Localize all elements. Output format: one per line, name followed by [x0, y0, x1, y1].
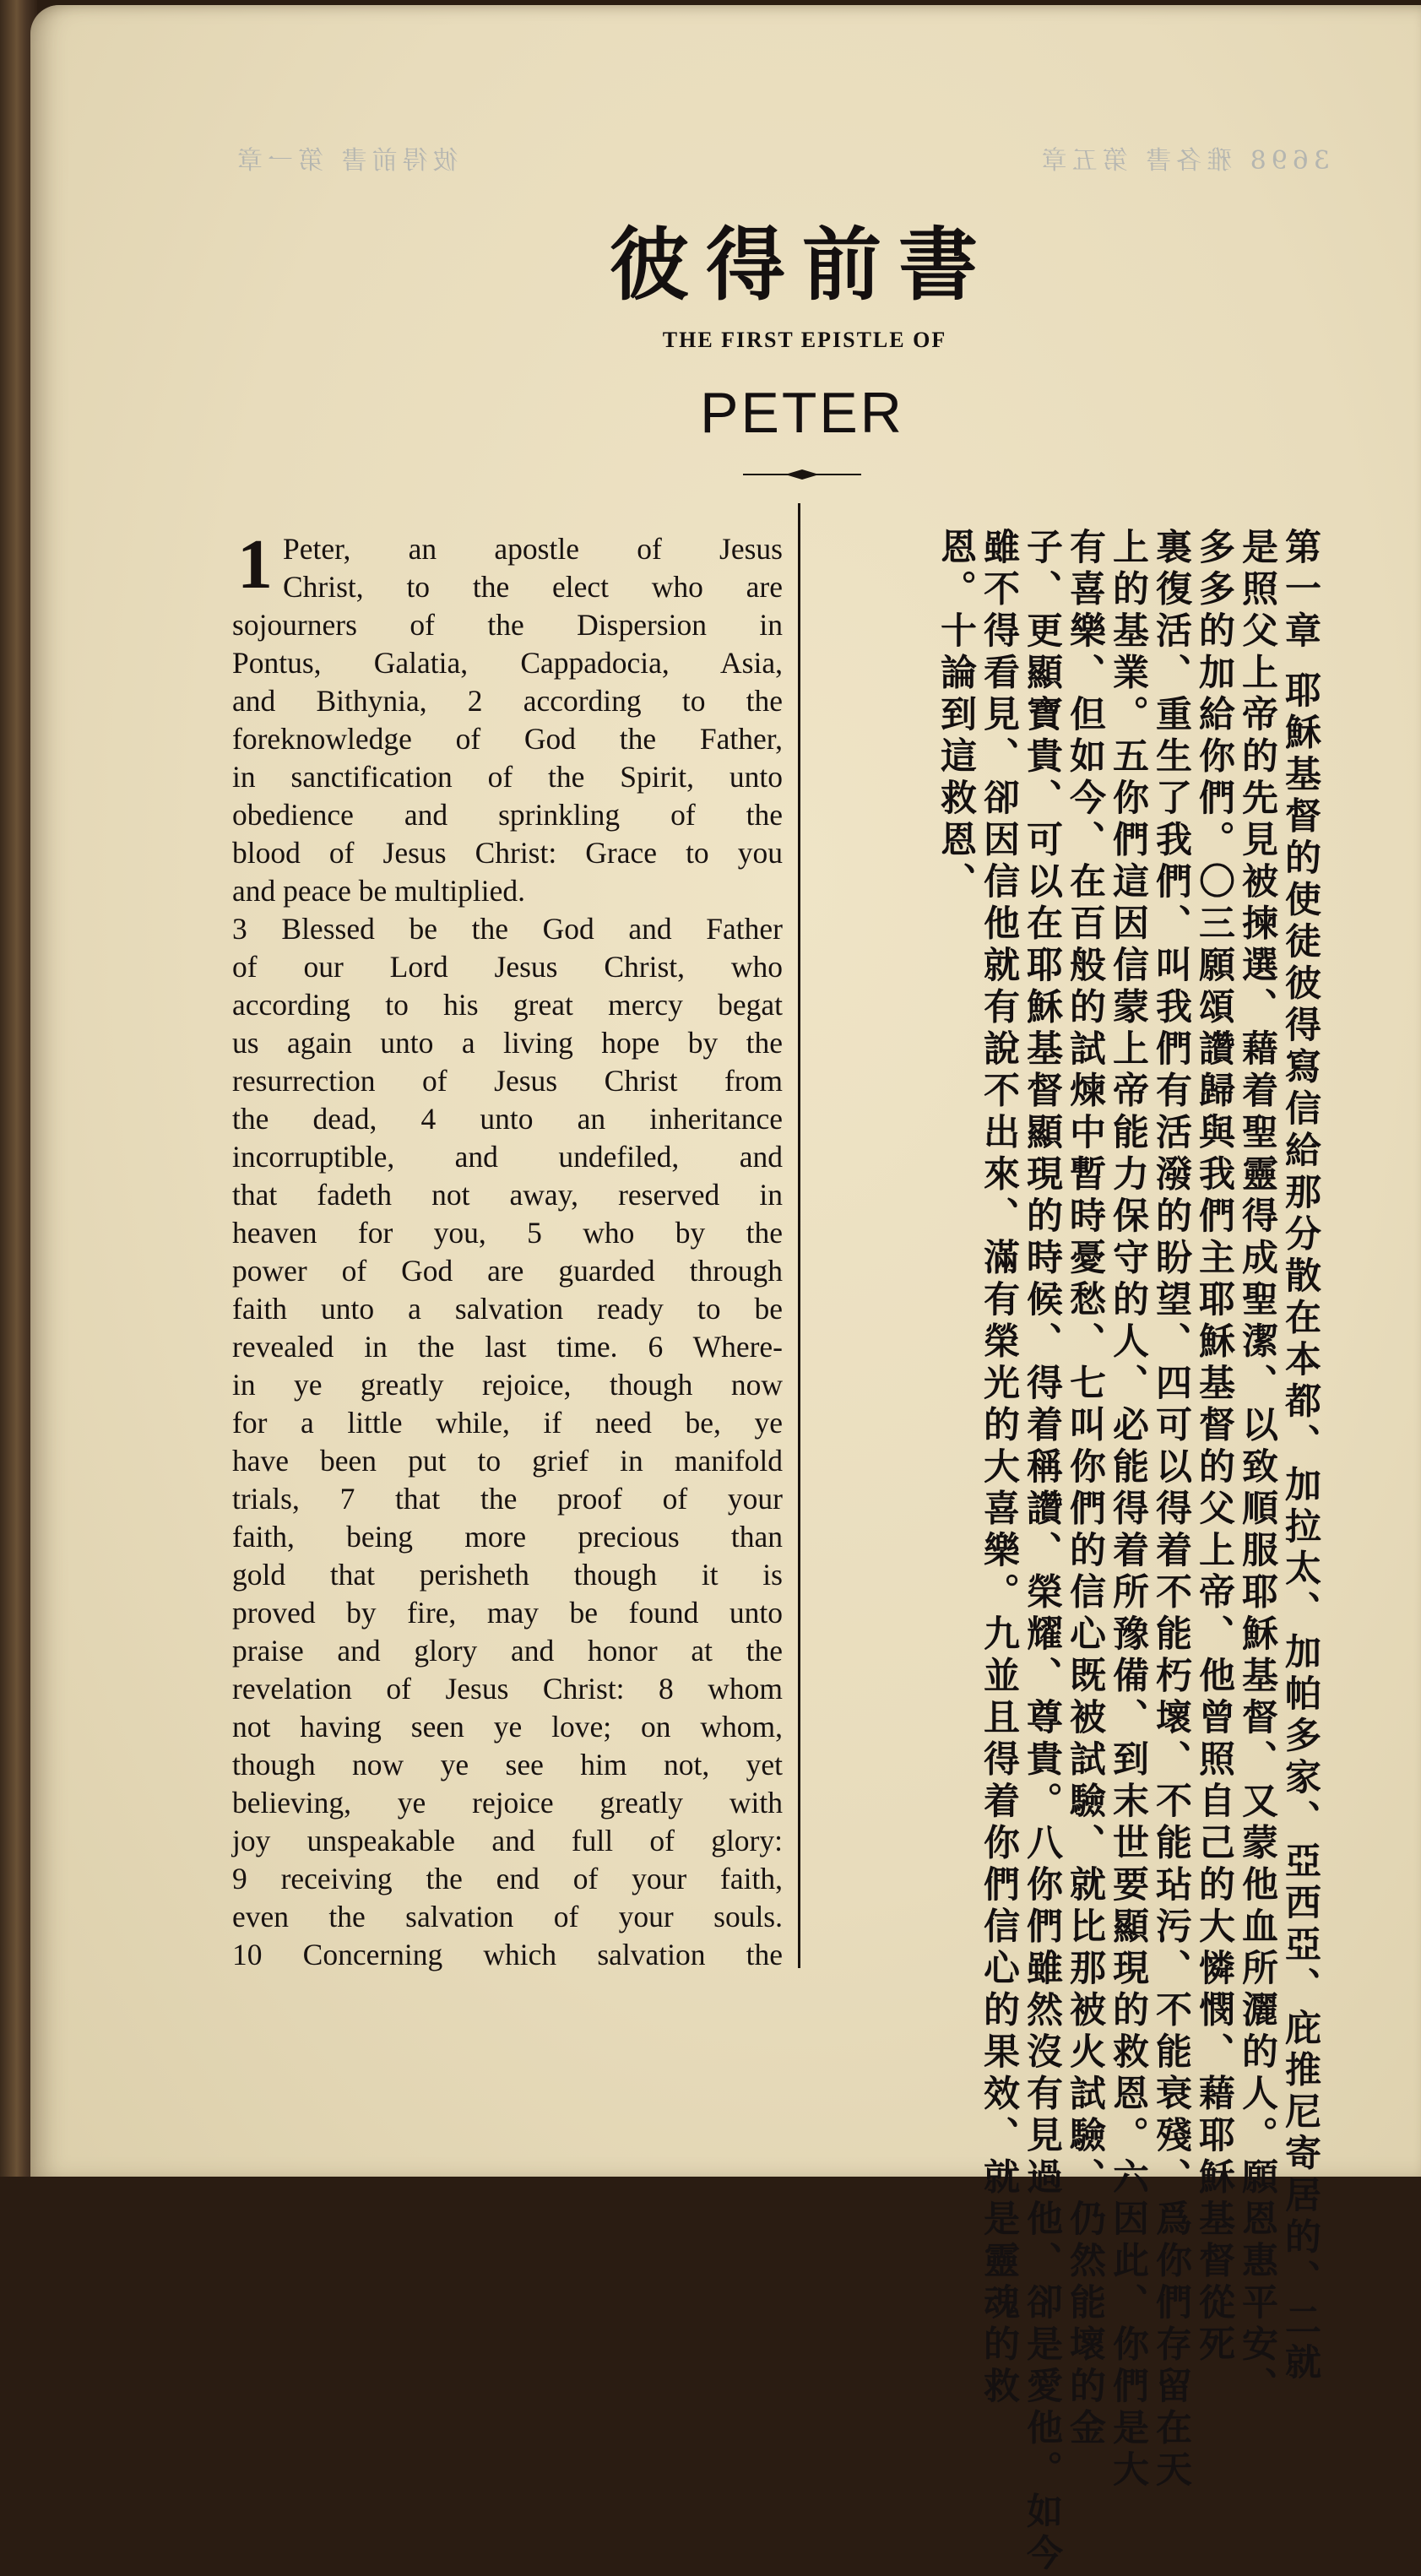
chinese-column: 雖不得看見、卻因信他就有說不出來、滿有榮光的大喜樂。九並且得着你們信心的果效、就是靈魂的救 — [978, 528, 1020, 2409]
english-line: that fadeth not away, reserved in — [232, 1178, 783, 1212]
english-line: revelation of Jesus Christ: 8 whom — [232, 1672, 783, 1706]
column-divider — [798, 503, 800, 1968]
english-line: in sanctification of the Spirit, unto — [232, 760, 783, 794]
english-line: Christ, to the elect who are — [283, 570, 783, 604]
english-line: in ye greatly rejoice, though now — [232, 1368, 783, 1402]
english-line: and peace be multiplied. — [232, 874, 525, 908]
chinese-column: 是照父上帝的先見被揀選、藉着聖靈得成聖潔、以致順服耶穌基督、又蒙他血所灑的人。願恩惠平安、 — [1236, 528, 1278, 2409]
english-line: faith unto a salvation ready to be — [232, 1292, 783, 1326]
english-line: for a little while, if need be, ye — [232, 1406, 783, 1440]
english-line: gold that perisheth though it is — [232, 1558, 783, 1592]
english-line: incorruptible, and undefiled, and — [232, 1140, 783, 1174]
english-line: joy unspeakable and full of glory: — [232, 1824, 783, 1857]
english-line: though now ye see him not, yet — [232, 1748, 783, 1782]
english-line: the dead, 4 unto an inheritance — [232, 1102, 783, 1136]
english-line: Peter, an apostle of Jesus — [283, 532, 783, 566]
english-line: power of God are guarded through — [232, 1254, 783, 1288]
running-head-showthrough — [232, 139, 1330, 176]
chinese-column: 恩。十論到這救恩、 — [935, 528, 977, 904]
english-line: praise and glory and honor at the — [232, 1634, 783, 1668]
english-line: even the salvation of your souls. — [232, 1900, 783, 1933]
chinese-column: 上的基業。五你們這因信蒙上帝能力保守的人、必能得着所豫備、到末世要顯現的救恩。六因此、你們是大 — [1107, 528, 1149, 2492]
english-line: 9 receiving the end of your faith, — [232, 1862, 783, 1895]
book-title: PETER — [700, 381, 904, 445]
english-line: sojourners of the Dispersion in — [232, 608, 783, 642]
english-line: trials, 7 that the proof of your — [232, 1482, 783, 1516]
english-line: Pontus, Galatia, Cappadocia, Asia, — [232, 646, 783, 680]
english-line: 10 Concerning which salvation the — [232, 1938, 783, 1971]
english-lines — [232, 525, 783, 1974]
english-line: revealed in the last time. 6 Where- — [232, 1330, 783, 1364]
running-head-left: 3698 雅各書 第五章 — [1036, 146, 1330, 176]
chinese-title: 彼得前書 — [609, 220, 995, 312]
english-line: foreknowledge of God the Father, — [232, 722, 783, 756]
english-line: believing, ye rejoice greatly with — [232, 1786, 783, 1819]
chapter-number: 1 — [237, 525, 273, 604]
chinese-lines — [934, 528, 1321, 2576]
english-line: have been put to grief in manifold — [232, 1444, 783, 1478]
english-line: us again unto a living hope by the — [232, 1026, 783, 1060]
running-head-right: 彼得前書 第一章 — [232, 146, 458, 176]
english-line: and Bithynia, 2 according to the — [232, 684, 783, 718]
english-line: obedience and sprinkling of the — [232, 798, 783, 832]
chinese-column: 有喜樂、但如今、在百般的試煉中暫時憂愁、七叫你們的信心既被試驗、就比那被火試驗、仍然能壞的金 — [1064, 528, 1106, 2450]
english-text-column — [232, 525, 783, 1974]
chinese-text-column — [811, 528, 1321, 2576]
title-ornament — [743, 469, 861, 480]
chinese-column: 子、更顯寶貴、可以在耶穌基督顯現的時候、得着稱讚、榮耀、尊貴。八你們雖然沒有見過他、卻是愛他。如今 — [1021, 528, 1063, 2576]
english-line: proved by fire, may be found unto — [232, 1596, 783, 1630]
english-line: resurrection of Jesus Christ from — [232, 1064, 783, 1098]
epistle-subtitle: THE FIRST EPISTLE OF — [662, 328, 947, 352]
english-line: of our Lord Jesus Christ, who — [232, 950, 783, 984]
chinese-column: 第一章 耶穌基督的使徒彼得寫信給那分散在本都、加拉太、加帕多家、亞西亞、庇推尼寄居的、二就 — [1279, 528, 1321, 2385]
english-line: faith, being more precious than — [232, 1520, 783, 1554]
english-line: not having seen ye love; on whom, — [232, 1710, 783, 1744]
chinese-column: 裏復活、重生了我們、叫我們有活潑的盼望、四可以得着不能朽壞、不能玷污、不能衰殘、爲你們存留在天 — [1150, 528, 1192, 2492]
english-line: blood of Jesus Christ: Grace to you — [232, 836, 783, 870]
english-line: according to his great mercy begat — [232, 988, 783, 1022]
english-line: heaven for you, 5 who by the — [232, 1216, 783, 1250]
chinese-column: 多多的加給你們。〇三願頌讚歸與我們主耶穌基督的父上帝、他曾照自己的大憐憫、藉耶穌基督從死 — [1193, 528, 1235, 2367]
english-line: 3 Blessed be the God and Father — [232, 912, 783, 946]
